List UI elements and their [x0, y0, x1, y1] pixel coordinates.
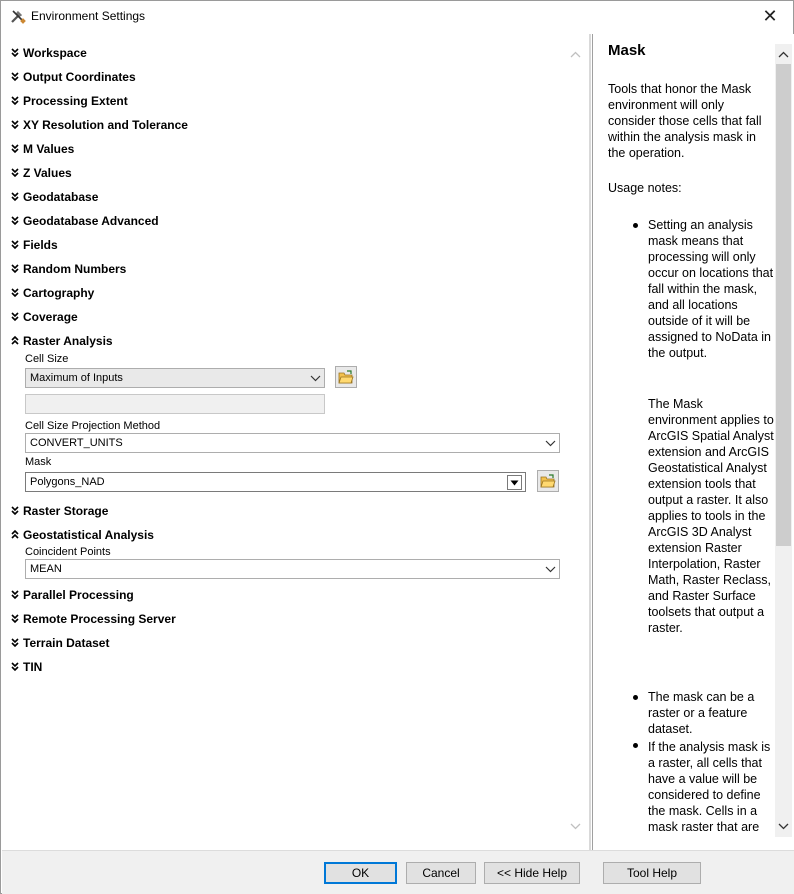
chevron-down-icon — [10, 167, 22, 179]
section-label: Coverage — [23, 310, 78, 324]
cell-size-label: Cell Size — [25, 353, 69, 365]
cell-size-browse-button[interactable] — [335, 366, 357, 388]
mask-combobox[interactable] — [25, 472, 526, 492]
section-coverage[interactable] — [10, 309, 78, 325]
section-raster-analysis[interactable] — [10, 333, 113, 349]
help-bullet-1: Setting an analysis mask means that processing will only occur on locations that fall within the mask, and all locations outside of it will be assigned to NoData in the output. — [648, 218, 774, 360]
chevron-down-icon — [10, 311, 22, 323]
title-bar — [1, 1, 793, 32]
chevron-down-icon — [545, 564, 556, 575]
settings-panel — [2, 34, 589, 850]
tools-icon — [10, 8, 27, 25]
folder-open-icon — [338, 370, 354, 384]
scroll-down-icon[interactable] — [777, 820, 790, 833]
triangle-down-icon — [510, 480, 519, 486]
coincident-points-label: Coincident Points — [25, 546, 111, 558]
help-usage-notes: Usage notes: — [608, 181, 682, 195]
chevron-down-icon — [10, 287, 22, 299]
coincident-points-select[interactable] — [25, 559, 560, 579]
mask-label: Mask — [25, 456, 52, 468]
chevron-down-icon — [10, 589, 22, 601]
section-m-values[interactable] — [10, 141, 74, 157]
chevron-down-icon — [10, 661, 22, 673]
section-label: Geodatabase — [23, 190, 99, 204]
bullet-dot — [633, 223, 638, 228]
section-processing-extent[interactable] — [10, 93, 128, 109]
section-geodatabase[interactable] — [10, 189, 98, 205]
help-bullet-3: If the analysis mask is a raster, all cells that have a value will be considered to define the mask. Cells in a mask raster that are — [648, 740, 771, 834]
section-label: Geodatabase Advanced — [23, 214, 159, 228]
cell-size-projection-value: CONVERT_UNITS — [30, 437, 123, 449]
bullet-dot — [633, 743, 638, 748]
help-bullet-2: The mask can be a raster or a feature dataset. — [648, 690, 755, 736]
section-label: Parallel Processing — [23, 588, 134, 602]
chevron-down-icon — [10, 119, 22, 131]
section-label: Processing Extent — [23, 94, 128, 108]
chevron-down-icon — [10, 613, 22, 625]
panel-divider[interactable] — [589, 34, 591, 850]
help-bullet-1-para-2: The Mask environment applies to ArcGIS Spatial Analyst extension and ArcGIS Geostatistical Analyst extension tools that output a raster. It also applies to tools in the ArcGIS 3D Analyst extension Raster Interpolation, Raster Math, Raster Reclass, and Raster Surface toolsets that output a raster. — [648, 397, 774, 635]
section-label: Terrain Dataset — [23, 636, 110, 650]
section-label: Remote Processing Server — [23, 612, 176, 626]
section-label: XY Resolution and Tolerance — [23, 118, 188, 132]
cell-size-projection-select[interactable] — [25, 433, 560, 453]
cell-size-select[interactable] — [25, 368, 325, 388]
section-label: Z Values — [23, 166, 72, 180]
section-label: Raster Storage — [23, 504, 109, 518]
help-panel — [592, 34, 794, 850]
cell-size-textbox[interactable] — [25, 394, 325, 414]
section-label: TIN — [23, 660, 43, 674]
chevron-up-icon — [10, 335, 22, 347]
settings-scrollbar[interactable] — [567, 44, 584, 837]
chevron-down-icon — [10, 215, 22, 227]
chevron-down-icon — [10, 191, 22, 203]
button-bar — [2, 850, 794, 894]
scroll-thumb[interactable] — [776, 64, 791, 546]
scroll-up-icon[interactable] — [777, 48, 790, 61]
section-label: Raster Analysis — [23, 334, 113, 348]
bullet-dot — [633, 695, 638, 700]
mask-dropdown-button[interactable] — [507, 475, 522, 490]
help-intro: Tools that honor the Mask environment will only consider those cells that fall within the analysis mask in the operation. — [608, 82, 762, 160]
help-title: Mask — [608, 42, 646, 59]
section-parallel-processing[interactable] — [10, 587, 134, 603]
chevron-down-icon — [10, 47, 22, 59]
chevron-down-icon — [10, 95, 22, 107]
chevron-down-icon — [10, 143, 22, 155]
section-cartography[interactable] — [10, 285, 94, 301]
mask-browse-button[interactable] — [537, 470, 559, 492]
section-label: Workspace — [23, 46, 87, 60]
close-icon: ✕ — [762, 6, 778, 26]
section-output-coordinates[interactable] — [10, 69, 136, 85]
help-scrollbar[interactable] — [775, 44, 792, 837]
chevron-down-icon — [10, 71, 22, 83]
cancel-button[interactable]: Cancel — [406, 862, 476, 884]
section-label: Random Numbers — [23, 262, 127, 276]
section-label: Fields — [23, 238, 58, 252]
section-raster-storage[interactable] — [10, 503, 108, 519]
section-tin[interactable] — [10, 659, 42, 675]
close-button[interactable] — [747, 1, 793, 32]
section-geostatistical-analysis[interactable] — [10, 527, 154, 543]
folder-open-icon — [540, 474, 556, 488]
mask-value: Polygons_NAD — [30, 476, 105, 488]
tool-help-button[interactable]: Tool Help — [603, 862, 701, 884]
section-workspace[interactable] — [10, 45, 87, 61]
chevron-down-icon — [10, 505, 22, 517]
section-geodatabase-advanced[interactable] — [10, 213, 159, 229]
section-random-numbers[interactable] — [10, 261, 126, 277]
section-z-values[interactable] — [10, 165, 72, 181]
section-remote-processing-server[interactable] — [10, 611, 176, 627]
scroll-down-icon[interactable] — [569, 820, 582, 833]
chevron-down-icon — [10, 637, 22, 649]
chevron-down-icon — [10, 239, 22, 251]
hide-help-button[interactable]: << Hide Help — [484, 862, 580, 884]
section-terrain-dataset[interactable] — [10, 635, 109, 651]
cell-size-value: Maximum of Inputs — [30, 372, 123, 384]
cell-size-projection-label: Cell Size Projection Method — [25, 420, 161, 432]
chevron-down-icon — [310, 373, 321, 384]
section-label: Output Coordinates — [23, 70, 136, 84]
section-label: Geostatistical Analysis — [23, 528, 154, 542]
section-xy-resolution[interactable] — [10, 117, 188, 133]
chevron-down-icon — [10, 263, 22, 275]
section-label: M Values — [23, 142, 75, 156]
chevron-up-icon — [10, 529, 22, 541]
window-title: Environment Settings — [31, 9, 146, 23]
section-fields[interactable] — [10, 237, 58, 253]
coincident-points-value: MEAN — [30, 563, 62, 575]
ok-button[interactable]: OK — [324, 862, 397, 884]
section-label: Cartography — [23, 286, 95, 300]
scroll-up-icon[interactable] — [569, 48, 582, 61]
chevron-down-icon — [545, 438, 556, 449]
